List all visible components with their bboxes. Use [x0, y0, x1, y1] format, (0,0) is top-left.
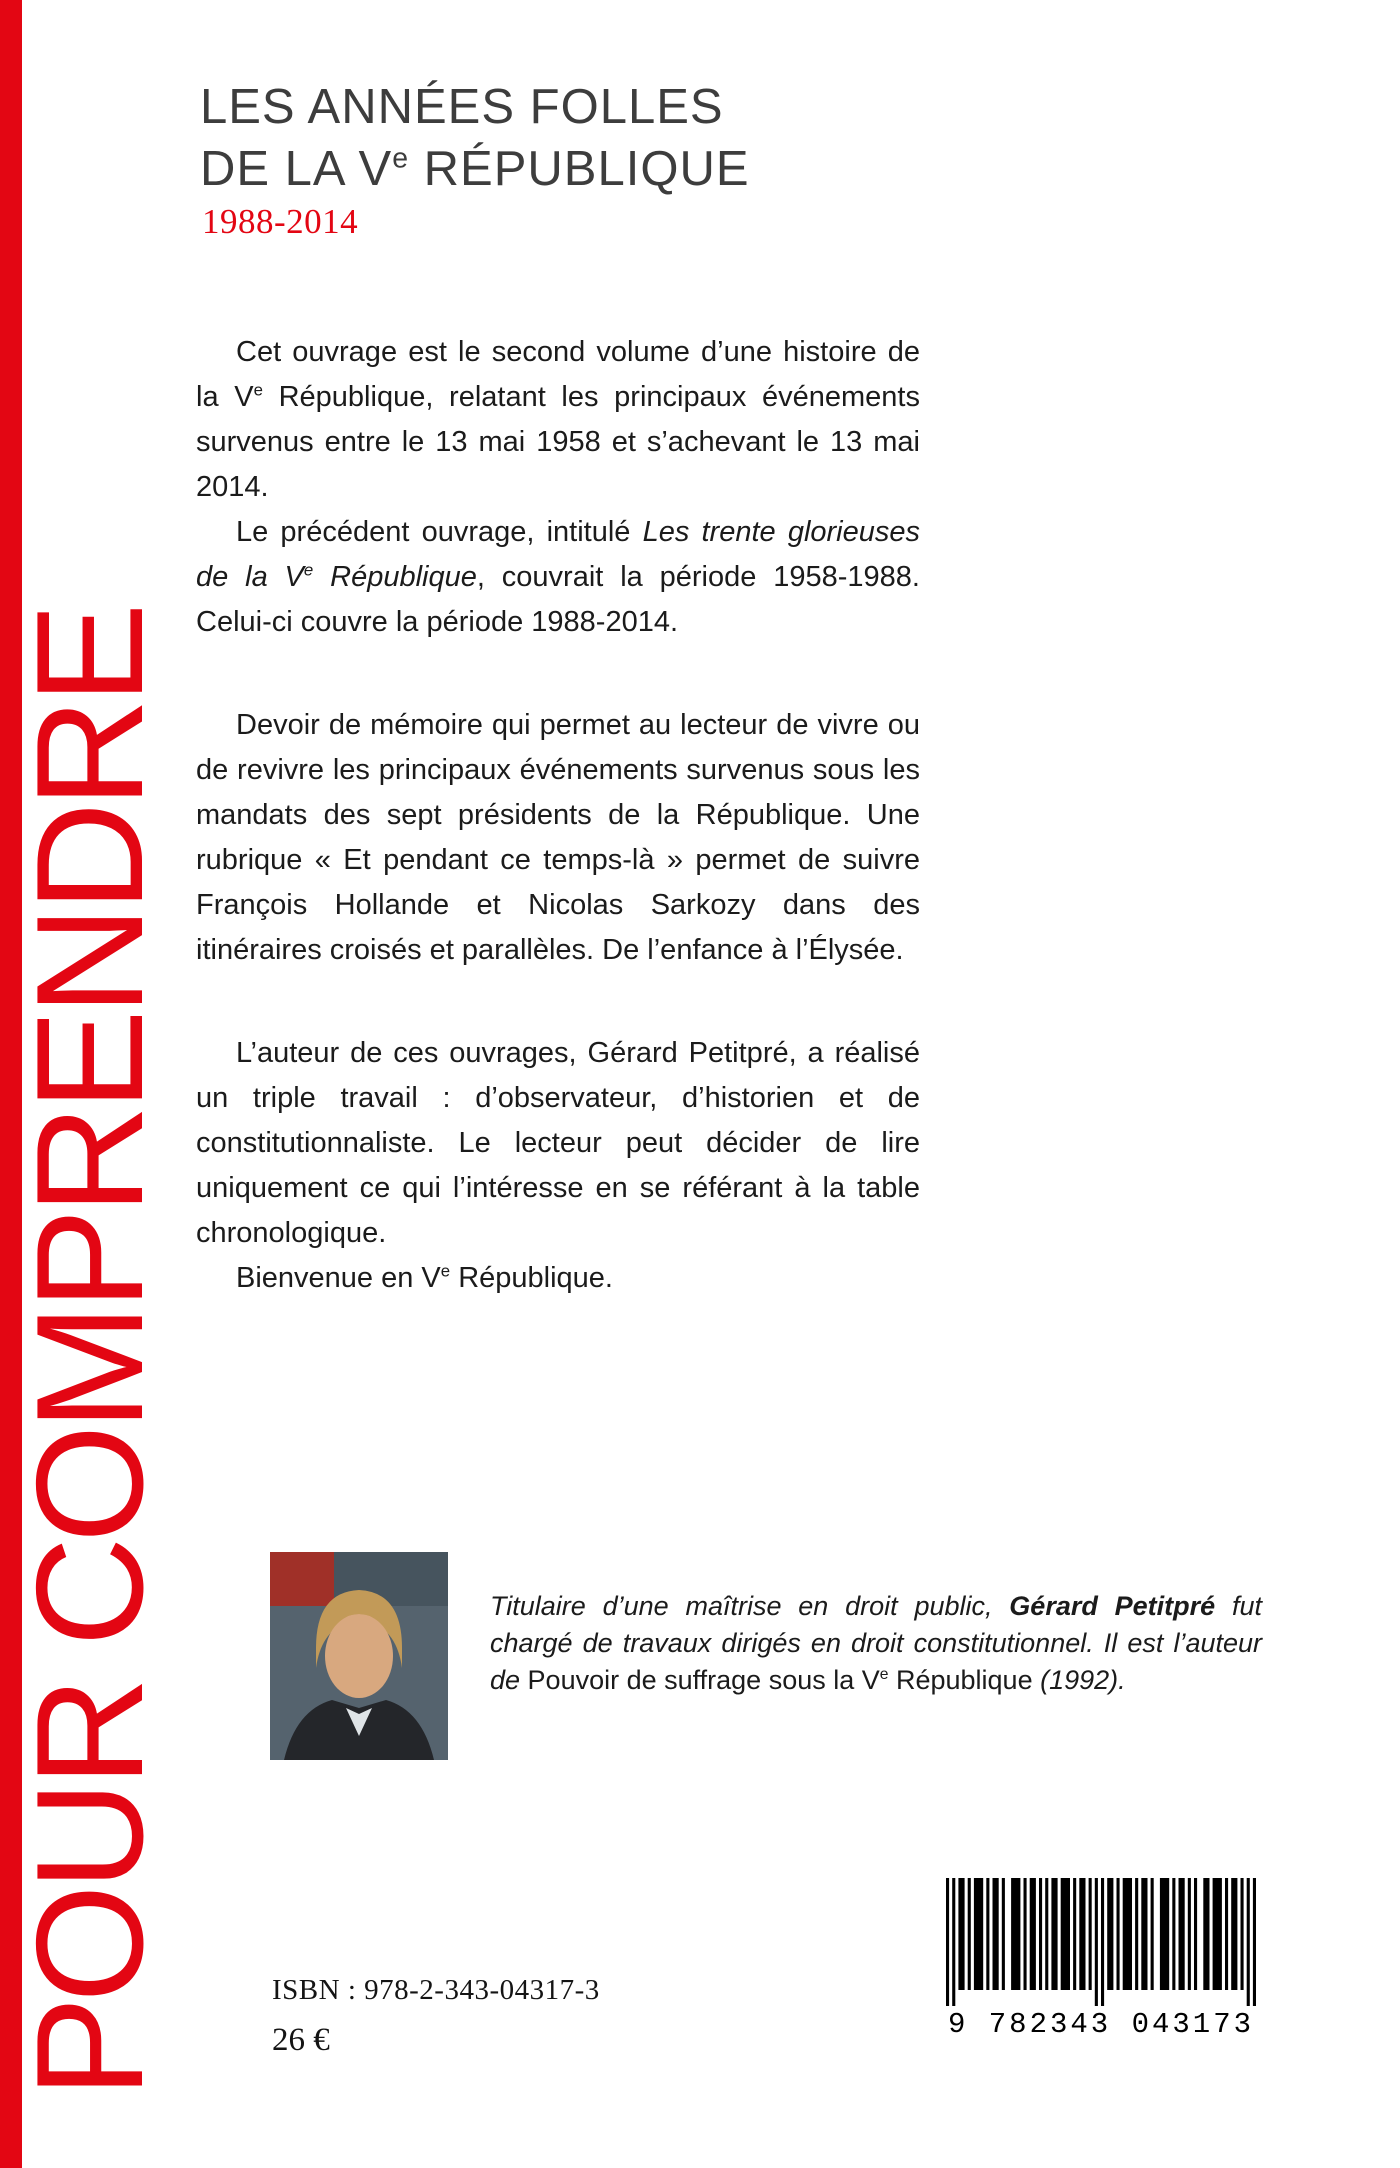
subtitle-years: 1988-2014	[202, 202, 359, 241]
book-title-line2: DE LA Ve RÉPUBLIQUE	[200, 142, 750, 196]
author-bio: Titulaire d’une maîtrise en droit public, Gérard Petitpré fut chargé de travaux dirigés en droit constitutionnel. Il est l’auteur de Pouvoir de suffrage sous la Ve République (1992).	[490, 1591, 1262, 1695]
author-photo-illustration	[270, 1552, 448, 1760]
book-title	[200, 76, 750, 200]
paragraph-2: Le précédent ouvrage, intitulé Les trente glorieuses de la Ve République, couvrait la période 1958-1988. Celui-ci couvre la période 1988-2014.	[196, 516, 920, 638]
isbn: ISBN : 978-2-343-04317-3	[272, 1974, 600, 2006]
paragraph-4: L’auteur de ces ouvrages, Gérard Petitpré, a réalisé un triple travail : d’observateur, d’historien et de constitutionnaliste. Le lecteur peut décider de lire uniquement ce qui l’intéresse en se référant à la table chronologique.	[196, 1037, 920, 1249]
collection-title-vertical: POUR COMPRENDRE	[5, 608, 175, 2098]
paragraph-1: Cet ouvrage est le second volume d’une histoire de la Ve République, relatant les principaux événements survenus entre le 13 mai 1958 et s’achevant le 13 mai 2014.	[196, 336, 920, 503]
price: 26 €	[272, 2022, 330, 2058]
paragraph-5: Bienvenue en Ve République.	[236, 1261, 613, 1294]
barcode	[946, 1878, 1256, 2041]
barcode-bars	[946, 1878, 1256, 2006]
paragraph-3: Devoir de mémoire qui permet au lecteur de vivre ou de revivre les principaux événements survenus sous les mandats des sept présidents de la République. Une rubrique « Et pendant ce temps-là » permet de suivre François Hollande et Nicolas Sarkozy dans des itinéraires croisés et parallèles. De l’enfance à l’Élysée.	[196, 709, 920, 966]
book-title-line1: LES ANNÉES FOLLES	[200, 80, 724, 134]
back-cover-text	[196, 330, 920, 1301]
author-photo	[270, 1552, 448, 1760]
barcode-number: 9 782343 043173	[947, 2008, 1255, 2041]
author-section	[270, 1552, 1262, 1760]
